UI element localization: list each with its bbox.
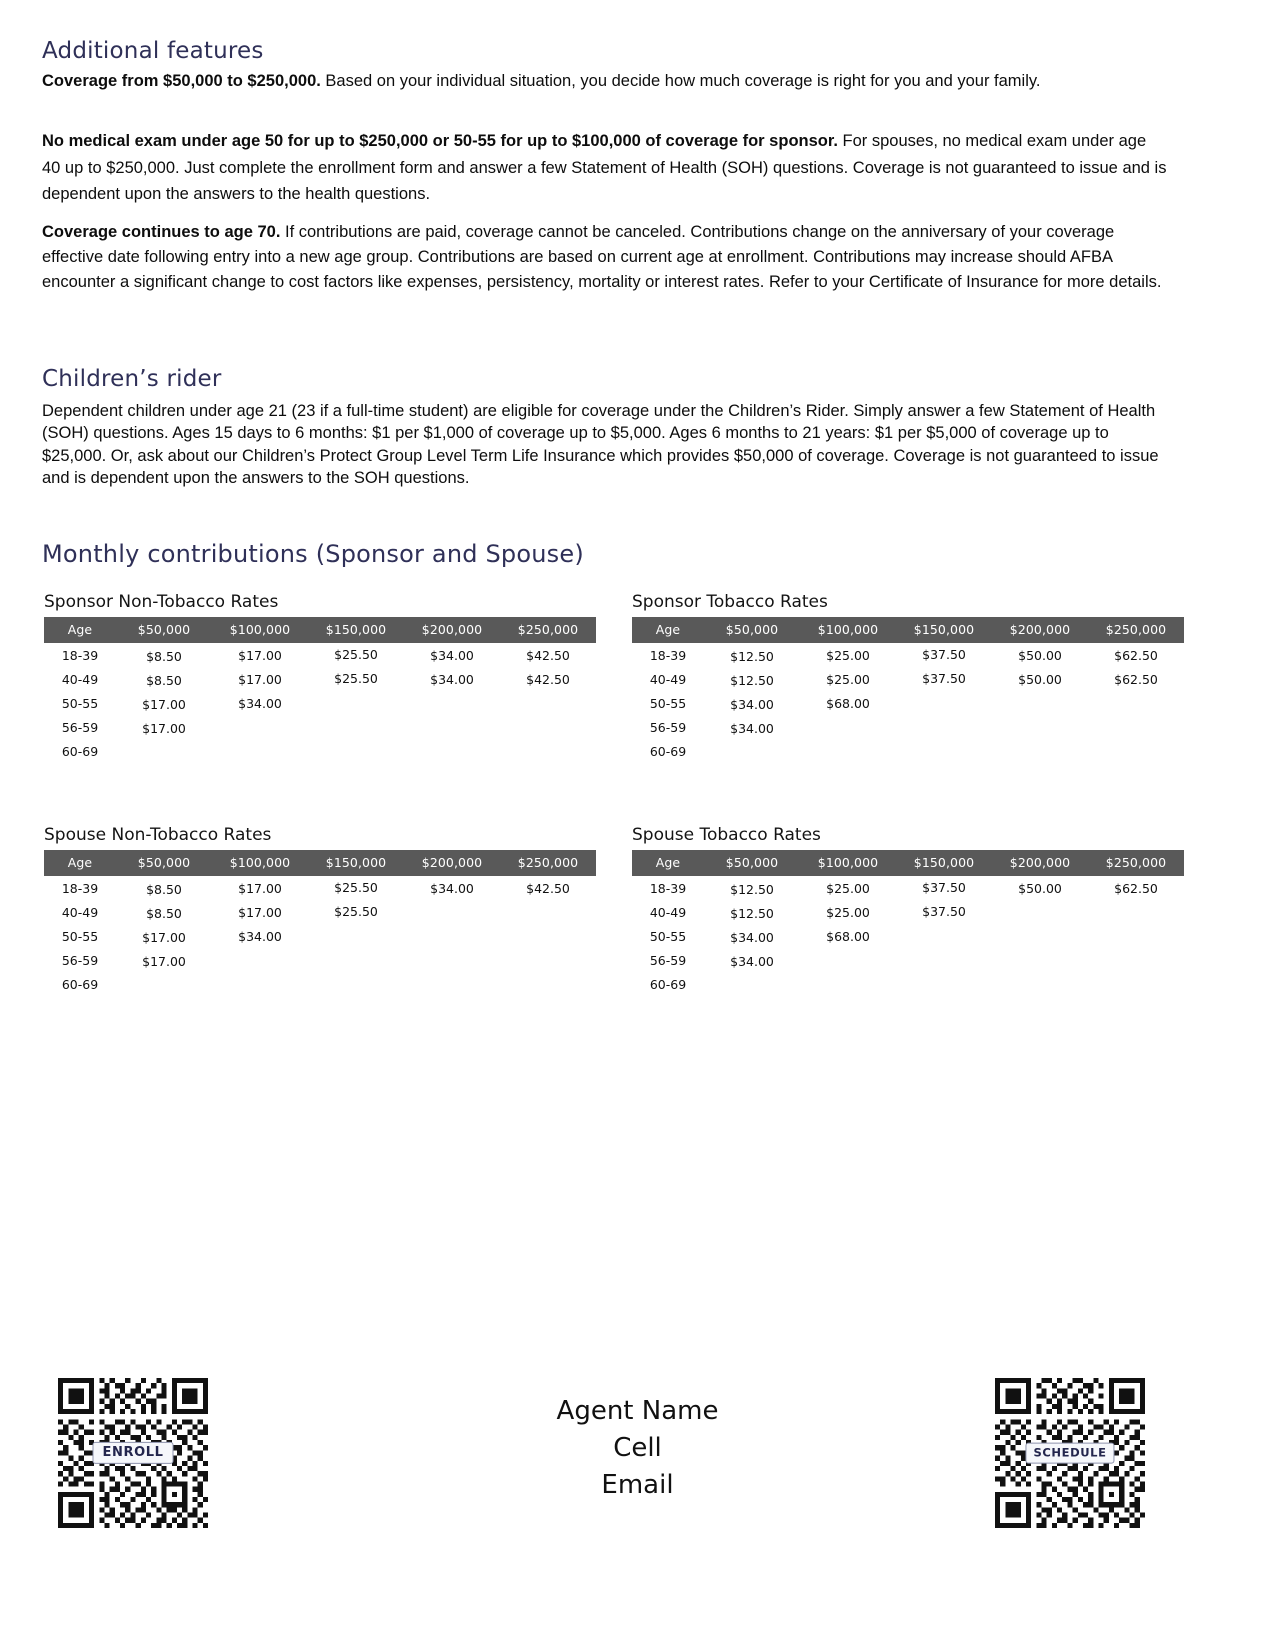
cell-rate	[404, 948, 500, 972]
paragraph-body-coverage-continues: If contributions are paid, coverage cannot be canceled. Contributions change on the anniversary of your coverage effective date following entry into a new age group. Contributions are based on current age at enrollment. Contributions may increase should AFBA encounter a significant change to cost factors like expenses, persistency, mortality or interest rates. Refer to your Certificate of Insurance for more details.	[42, 223, 1162, 292]
cell-rate: $34.00	[430, 671, 474, 687]
column-header-250000: $250,000	[500, 850, 596, 876]
column-header-age: Age	[632, 617, 704, 643]
cell-rate	[308, 923, 404, 947]
table-row	[44, 715, 596, 739]
cell-rate	[1088, 924, 1184, 948]
column-header-200000: $200,000	[404, 850, 500, 876]
table-title-sponsor-tobacco: Sponsor Tobacco Rates	[632, 592, 828, 612]
table-body-sponsor-tobacco	[632, 643, 1184, 763]
rates-table-sponsor-tobacco	[632, 617, 1184, 763]
cell-rate: $12.50	[730, 672, 774, 688]
table-body-spouse-tobacco	[632, 876, 1184, 996]
cell-rate	[500, 691, 596, 715]
paragraph-body-no-medical-exam: For spouses, no medical exam under age 40 up to $250,000. Just complete the enrollment form and answer a few Statement of Health (SOH) questions. Coverage is not guaranteed to issue and is dependent upon the answers to the health questions.	[42, 132, 1167, 204]
rates-table-sponsor-non-tobacco	[44, 617, 596, 763]
cell-rate	[896, 714, 992, 738]
cell-rate: $34.00	[730, 720, 774, 736]
cell-rate	[992, 924, 1088, 948]
cell-rate: $34.00	[430, 880, 474, 896]
paragraph-lead-coverage-continues: Coverage continues to age 70.	[42, 223, 281, 241]
rates-table-spouse-tobacco	[632, 850, 1184, 996]
qr-code-schedule[interactable]	[995, 1378, 1145, 1528]
cell-age: 56-59	[61, 719, 99, 735]
cell-rate	[1088, 900, 1184, 924]
cell-rate: $68.00	[826, 695, 870, 711]
cell-rate	[308, 714, 404, 738]
cell-rate: $37.50	[922, 879, 966, 895]
cell-rate	[500, 715, 596, 739]
section-heading-childrens-rider: Children’s rider	[42, 366, 222, 392]
cell-rate: $42.50	[526, 671, 570, 687]
paragraph-coverage-continues	[42, 220, 1172, 295]
cell-rate: $68.00	[826, 928, 870, 944]
cell-rate: $50.00	[1018, 880, 1062, 896]
cell-rate	[896, 923, 992, 947]
section-heading-monthly-contributions: Monthly contributions (Sponsor and Spouse)	[42, 540, 584, 568]
cell-rate: $37.50	[922, 903, 966, 919]
cell-rate: $25.00	[826, 880, 870, 896]
cell-rate	[896, 971, 992, 995]
cell-rate	[992, 739, 1088, 763]
cell-rate: $17.00	[142, 929, 186, 945]
cell-rate	[308, 690, 404, 714]
cell-rate	[404, 924, 500, 948]
cell-age: 40-49	[649, 904, 687, 920]
cell-rate: $17.00	[238, 647, 282, 663]
column-header-200000: $200,000	[992, 850, 1088, 876]
cell-age: 60-69	[649, 743, 687, 759]
paragraph-lead-no-medical-exam: No medical exam under age 50 for up to $250,000 or 50-55 for up to $100,000 of coverage for sponsor.	[42, 132, 838, 150]
table-row	[44, 924, 596, 948]
cell-rate: $34.00	[730, 929, 774, 945]
qr-code-schedule-label: SCHEDULE	[1025, 1443, 1114, 1464]
table-row	[632, 739, 1184, 763]
table-row	[632, 900, 1184, 924]
column-header-age: Age	[44, 617, 116, 643]
cell-age: 18-39	[649, 647, 687, 663]
cell-rate	[1088, 739, 1184, 763]
table-header-row-sponsor-non-tobacco	[44, 617, 596, 643]
cell-rate	[800, 715, 896, 739]
table-row	[632, 948, 1184, 972]
cell-age: 56-59	[61, 952, 99, 968]
footer-agent-name: Agent Name	[556, 1396, 719, 1426]
cell-rate: $12.50	[730, 905, 774, 921]
cell-rate	[500, 924, 596, 948]
column-header-50000: $50,000	[116, 617, 212, 643]
table-row	[44, 691, 596, 715]
cell-age: 50-55	[61, 695, 99, 711]
table-title-sponsor-non-tobacco: Sponsor Non-Tobacco Rates	[44, 592, 279, 612]
cell-rate	[992, 715, 1088, 739]
column-header-250000: $250,000	[1088, 617, 1184, 643]
cell-rate	[500, 948, 596, 972]
cell-rate: $8.50	[146, 905, 182, 921]
cell-rate	[896, 690, 992, 714]
table-row	[632, 715, 1184, 739]
column-header-250000: $250,000	[500, 617, 596, 643]
cell-rate: $42.50	[526, 647, 570, 663]
table-row	[44, 876, 596, 900]
column-header-150000: $150,000	[896, 617, 992, 643]
cell-rate: $37.50	[922, 646, 966, 662]
cell-rate	[800, 972, 896, 996]
cell-age: 50-55	[649, 695, 687, 711]
cell-age: 18-39	[61, 880, 99, 896]
cell-age: 56-59	[649, 952, 687, 968]
table-header-row	[44, 850, 596, 876]
cell-age: 40-49	[61, 671, 99, 687]
cell-rate: $62.50	[1114, 880, 1158, 896]
table-block-spouse-tobacco	[632, 825, 1184, 996]
cell-rate	[1088, 691, 1184, 715]
cell-rate	[404, 691, 500, 715]
table-row	[632, 924, 1184, 948]
table-row	[632, 643, 1184, 667]
cell-rate: $50.00	[1018, 647, 1062, 663]
qr-code-enroll-label: ENROLL	[93, 1442, 174, 1464]
table-body-spouse-non-tobacco	[44, 876, 596, 996]
cell-rate: $62.50	[1114, 647, 1158, 663]
table-block-sponsor-non-tobacco	[44, 592, 596, 763]
table-header-row	[632, 850, 1184, 876]
table-row	[44, 667, 596, 691]
cell-rate	[992, 972, 1088, 996]
cell-rate	[800, 739, 896, 763]
cell-rate	[308, 947, 404, 971]
column-header-50000: $50,000	[704, 617, 800, 643]
table-title-spouse-tobacco: Spouse Tobacco Rates	[632, 825, 821, 845]
cell-rate	[992, 691, 1088, 715]
cell-rate: $34.00	[238, 928, 282, 944]
cell-rate	[404, 900, 500, 924]
cell-rate	[308, 738, 404, 762]
qr-code-enroll[interactable]	[58, 1378, 208, 1528]
cell-rate	[308, 971, 404, 995]
cell-rate	[896, 947, 992, 971]
cell-rate: $12.50	[730, 648, 774, 664]
table-row	[632, 876, 1184, 900]
cell-rate	[404, 972, 500, 996]
footer-cell: Cell	[613, 1432, 662, 1463]
table-header-row-spouse-non-tobacco	[44, 850, 596, 876]
column-header-50000: $50,000	[116, 850, 212, 876]
cell-rate: $34.00	[238, 695, 282, 711]
cell-rate: $25.50	[334, 903, 378, 919]
column-header-250000: $250,000	[1088, 850, 1184, 876]
table-block-spouse-non-tobacco	[44, 825, 596, 996]
cell-rate	[1088, 948, 1184, 972]
cell-rate	[116, 973, 212, 997]
cell-rate: $8.50	[146, 672, 182, 688]
cell-age: 56-59	[649, 719, 687, 735]
table-header-row	[44, 617, 596, 643]
cell-rate: $25.50	[334, 670, 378, 686]
cell-age: 50-55	[61, 928, 99, 944]
column-header-age: Age	[632, 850, 704, 876]
cell-rate: $17.00	[142, 696, 186, 712]
cell-rate	[212, 739, 308, 763]
column-header-100000: $100,000	[212, 617, 308, 643]
cell-rate	[404, 715, 500, 739]
column-header-100000: $100,000	[800, 850, 896, 876]
table-header-row	[632, 617, 1184, 643]
table-row	[44, 972, 596, 996]
column-header-150000: $150,000	[308, 850, 404, 876]
table-row	[632, 691, 1184, 715]
column-header-200000: $200,000	[404, 617, 500, 643]
paragraph-no-medical-exam	[42, 128, 1167, 208]
cell-rate: $17.00	[142, 720, 186, 736]
cell-age: 60-69	[61, 743, 99, 759]
cell-age: 18-39	[649, 880, 687, 896]
column-header-200000: $200,000	[992, 617, 1088, 643]
cell-rate: $8.50	[146, 648, 182, 664]
cell-age: 40-49	[649, 671, 687, 687]
column-header-age: Age	[44, 850, 116, 876]
paragraph-childrens-rider: Dependent children under age 21 (23 if a full-time student) are eligible for coverage under the Children’s Rider. Simply answer a few Statement of Health (SOH) questions. Ages 15 days to 6 months: $1 per $1,000 of coverage up to $5,000. Ages 6 months to 21 years: $1 per $5,000 of coverage up to $25,000. Or, ask about our Children’s Protect Group Level Term Life Insurance which provides $50,000 of coverage. Coverage is not guaranteed to issue and is dependent upon the answers to the SOH questions.	[42, 402, 1159, 488]
cell-rate	[704, 973, 800, 997]
cell-rate: $34.00	[730, 696, 774, 712]
cell-rate: $25.50	[334, 646, 378, 662]
rates-table-spouse-non-tobacco	[44, 850, 596, 996]
cell-rate: $34.00	[430, 647, 474, 663]
table-row	[44, 900, 596, 924]
paragraph-body-coverage-amount: Based on your individual situation, you decide how much coverage is right for you and your family.	[320, 72, 1041, 90]
cell-rate	[500, 972, 596, 996]
cell-age: 50-55	[649, 928, 687, 944]
table-row	[44, 948, 596, 972]
cell-rate	[404, 739, 500, 763]
table-title-spouse-non-tobacco: Spouse Non-Tobacco Rates	[44, 825, 272, 845]
cell-age: 60-69	[61, 976, 99, 992]
table-row	[44, 643, 596, 667]
cell-rate: $25.00	[826, 904, 870, 920]
cell-rate	[500, 739, 596, 763]
footer-email: Email	[601, 1469, 674, 1500]
table-header-row-spouse-tobacco	[632, 850, 1184, 876]
cell-rate	[896, 738, 992, 762]
cell-rate	[992, 900, 1088, 924]
cell-rate: $17.00	[238, 880, 282, 896]
cell-rate	[800, 948, 896, 972]
cell-rate	[1088, 972, 1184, 996]
cell-age: 40-49	[61, 904, 99, 920]
cell-age: 18-39	[61, 647, 99, 663]
cell-rate: $42.50	[526, 880, 570, 896]
cell-rate: $34.00	[730, 953, 774, 969]
cell-rate: $12.50	[730, 881, 774, 897]
table-row	[632, 667, 1184, 691]
table-row	[44, 739, 596, 763]
cell-rate: $17.00	[238, 904, 282, 920]
table-block-sponsor-tobacco	[632, 592, 1184, 763]
cell-rate	[212, 715, 308, 739]
cell-rate: $8.50	[146, 881, 182, 897]
cell-rate	[116, 740, 212, 764]
cell-rate: $25.00	[826, 671, 870, 687]
cell-rate: $17.00	[142, 953, 186, 969]
column-header-150000: $150,000	[896, 850, 992, 876]
cell-age: 60-69	[649, 976, 687, 992]
cell-rate	[500, 900, 596, 924]
section-heading-additional-features: Additional features	[42, 38, 264, 64]
cell-rate: $25.50	[334, 879, 378, 895]
paragraph-coverage-amount	[42, 70, 1157, 93]
cell-rate: $17.00	[238, 671, 282, 687]
cell-rate	[1088, 715, 1184, 739]
cell-rate: $37.50	[922, 670, 966, 686]
cell-rate	[992, 948, 1088, 972]
column-header-100000: $100,000	[800, 617, 896, 643]
column-header-150000: $150,000	[308, 617, 404, 643]
cell-rate	[704, 740, 800, 764]
column-header-100000: $100,000	[212, 850, 308, 876]
cell-rate	[212, 972, 308, 996]
column-header-50000: $50,000	[704, 850, 800, 876]
table-row	[632, 972, 1184, 996]
cell-rate: $50.00	[1018, 671, 1062, 687]
table-header-row-sponsor-tobacco	[632, 617, 1184, 643]
paragraph-lead-coverage-amount: Coverage from $50,000 to $250,000.	[42, 72, 321, 90]
table-body-sponsor-non-tobacco	[44, 643, 596, 763]
cell-rate: $25.00	[826, 647, 870, 663]
cell-rate	[212, 948, 308, 972]
cell-rate: $62.50	[1114, 671, 1158, 687]
